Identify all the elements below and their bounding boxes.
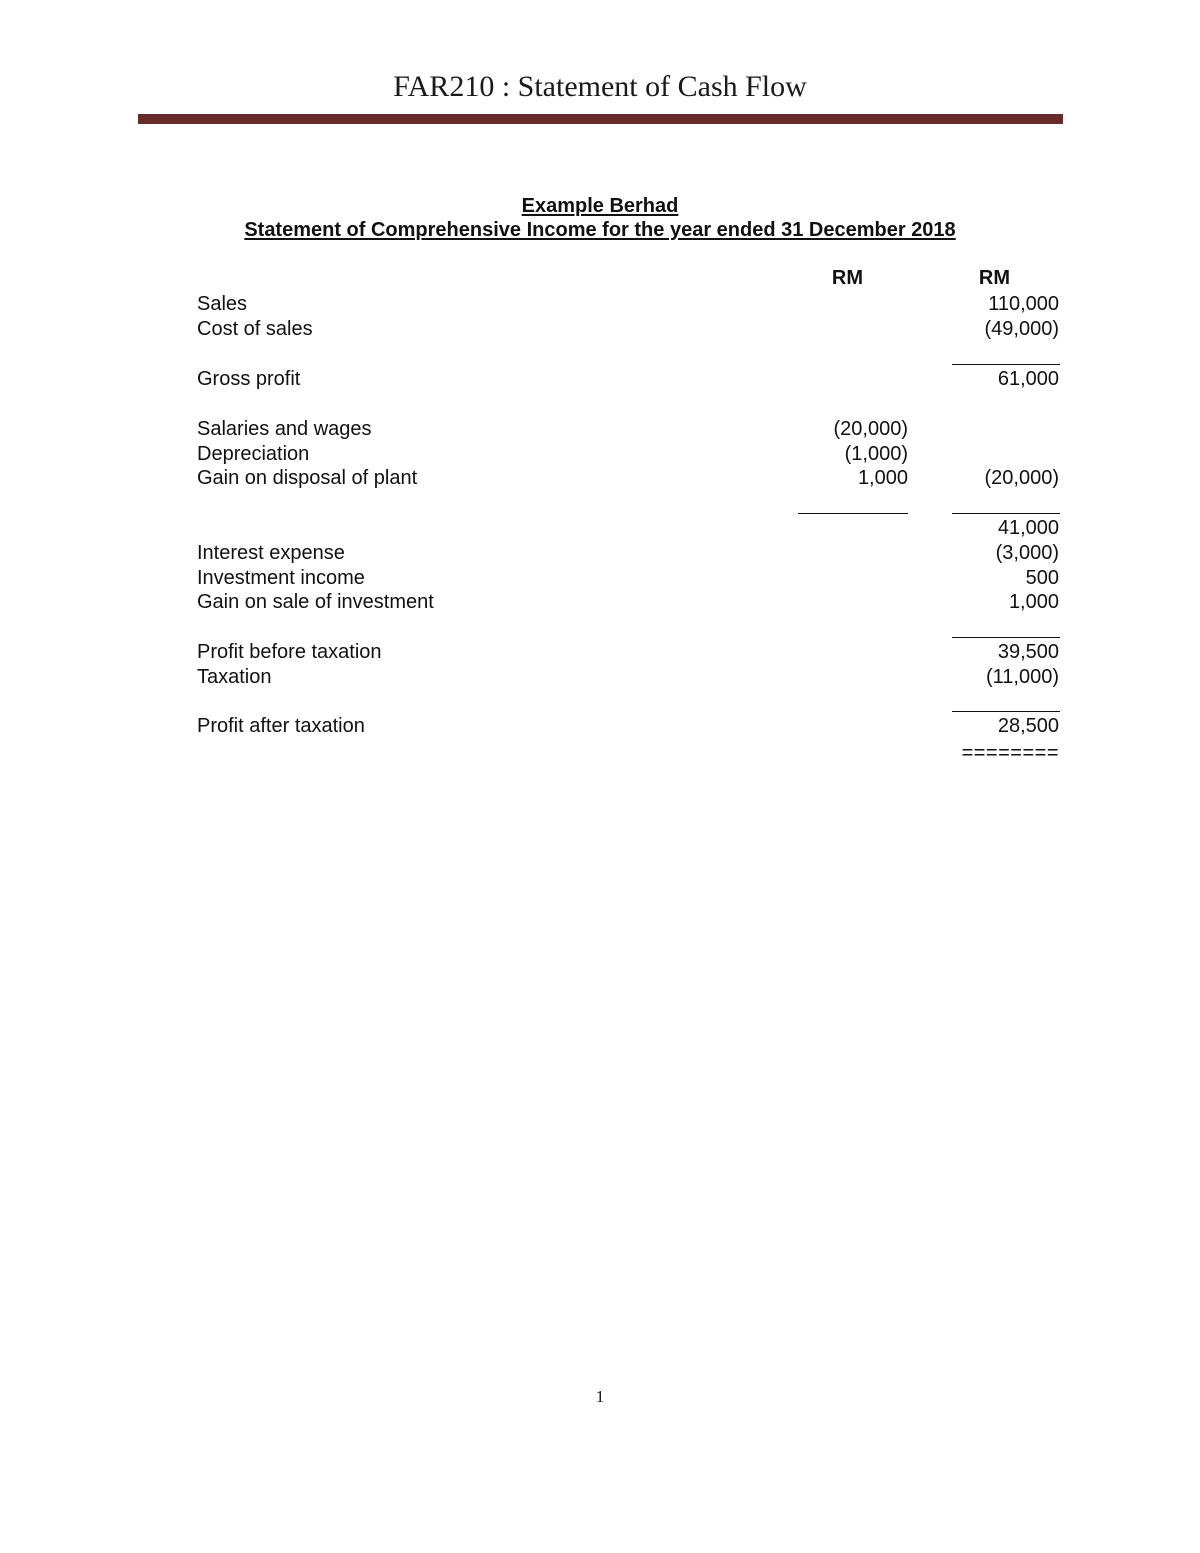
table-row (0, 367, 1200, 392)
row-value-col1: (20,000) (833, 418, 908, 440)
row-label: Taxation (197, 666, 272, 688)
row-value-col2: (49,000) (984, 318, 1059, 340)
row-value-col2: 41,000 (997, 517, 1059, 539)
row-value-col2: (11,000) (985, 666, 1059, 688)
row-label: Gross profit (197, 368, 301, 390)
subtotal-rule (952, 364, 1060, 365)
row-value-col2: 61,000 (997, 368, 1059, 390)
subtotal-rule (952, 513, 1060, 514)
column-header-rm-2: RM (978, 267, 1010, 289)
table-row (0, 516, 1200, 541)
table-row (0, 640, 1200, 665)
column-header-row (0, 266, 1200, 291)
subtotal-rule (952, 637, 1060, 638)
page-number: 1 (595, 1387, 605, 1406)
row-value-col2: 28,500 (997, 715, 1059, 737)
final-double-rule: ======== (961, 742, 1059, 764)
table-row (0, 590, 1200, 615)
statement-title: Statement of Comprehensive Income for the year ended 31 December 2018 (244, 219, 956, 241)
subtotal-rule (798, 513, 908, 514)
table-row (0, 566, 1200, 591)
row-value-col1: (1,000) (844, 443, 908, 465)
table-row (0, 665, 1200, 690)
row-label: Investment income (197, 567, 365, 589)
row-value-col2: 1,000 (1008, 591, 1059, 613)
row-label: Profit after taxation (197, 715, 365, 737)
table-row (0, 714, 1200, 739)
row-value-col2: (20,000) (984, 467, 1059, 489)
column-header-rm-1: RM (831, 267, 863, 289)
table-row (0, 466, 1200, 491)
row-value-col1: 1,000 (857, 467, 908, 489)
table-row (0, 317, 1200, 342)
row-label: Depreciation (197, 443, 310, 465)
row-label: Profit before taxation (197, 641, 382, 663)
row-value-col2: 110,000 (988, 293, 1059, 315)
table-row (0, 417, 1200, 442)
page-header-title: FAR210 : Statement of Cash Flow (393, 70, 807, 103)
row-label: Salaries and wages (197, 418, 372, 440)
row-value-col2: (3,000) (995, 542, 1059, 564)
row-label: Gain on disposal of plant (197, 467, 418, 489)
table-row (0, 541, 1200, 566)
subtotal-rule (952, 711, 1060, 712)
row-value-col2: 39,500 (997, 641, 1059, 663)
row-label: Sales (197, 293, 248, 315)
row-label: Gain on sale of investment (197, 591, 434, 613)
row-label: Interest expense (197, 542, 345, 564)
table-row (0, 292, 1200, 317)
row-label: Cost of sales (197, 318, 313, 340)
row-value-col2: 500 (1025, 567, 1059, 589)
table-row (0, 442, 1200, 467)
company-name: Example Berhad (521, 195, 679, 217)
